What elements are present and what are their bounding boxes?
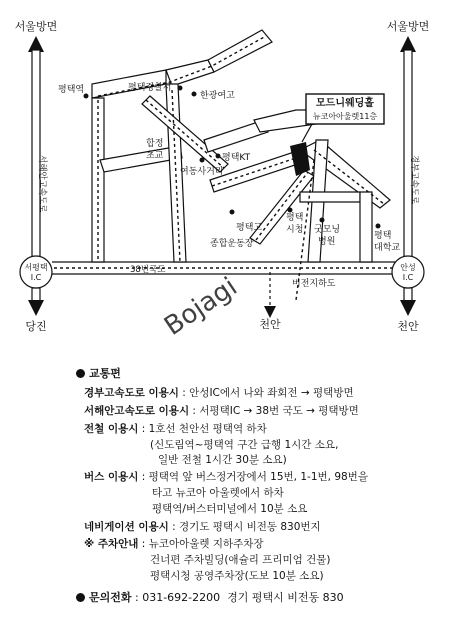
svg-text:평택고: 평택고 (236, 223, 263, 233)
row-text: 안성IC에서 나와 좌회전 → 평택방면 (189, 387, 354, 399)
top-left-direction: 서울방면 (14, 20, 58, 33)
svg-text:합정: 합정 (146, 139, 164, 149)
svg-text:비전지하도: 비전지하도 (292, 279, 336, 289)
bottom-right-direction: 천안 (397, 320, 419, 333)
top-right-direction: 서울방면 (386, 20, 430, 33)
venue-sub: 뉴코아아울렛11층 (312, 112, 378, 121)
svg-text:평택경찰서: 평택경찰서 (128, 83, 172, 93)
bus-label: 버스 이용시 (84, 471, 139, 483)
svg-text:굿모닝: 굿모닝 (314, 225, 341, 235)
svg-text:시청: 시청 (286, 225, 304, 235)
bottom-center-direction: 천안 (259, 318, 281, 331)
svg-text:평택역: 평택역 (58, 85, 85, 95)
svg-text:여동사거리: 여동사거리 (180, 167, 224, 177)
bus-line-2: 타고 뉴코아 아울렛에서 하차 (152, 487, 284, 499)
parking-1: 뉴코아아울렛 지하주차장 (148, 538, 264, 550)
svg-text:평택: 평택 (286, 213, 304, 223)
svg-text:대학교: 대학교 (374, 243, 401, 253)
svg-text:종합운동장: 종합운동장 (210, 239, 254, 249)
nav-text: 경기도 평택시 비전동 830번지 (179, 521, 321, 533)
nav-label: 네비게이션 이용시 (84, 521, 169, 533)
svg-text:초교: 초교 (146, 151, 164, 161)
row-label: 서해안고속도로 이용시 (84, 405, 190, 417)
bus-line-3: 평택역/버스터미널에서 10분 소요 (152, 503, 308, 515)
left-highway-label: 서해안고속도로 (37, 155, 47, 213)
svg-text:평택KT: 평택KT (222, 153, 251, 163)
contact-address: 경기 평택시 비전동 830 (227, 591, 344, 604)
watermark: Bojagi (159, 271, 243, 342)
row-label: 전철 이용시 (84, 423, 139, 435)
venue-name: 모드니웨딩홀 (316, 98, 374, 109)
right-ic (392, 256, 424, 288)
svg-text:서평택: 서평택 (24, 263, 48, 272)
right-highway-label: 경부고속도로 (409, 155, 419, 205)
svg-text:안성: 안성 (400, 263, 416, 272)
bottom-left-direction: 당진 (25, 320, 47, 333)
parking-2: 건너편 주차빌딩(애슐리 프리미엄 건물) (150, 554, 331, 566)
parking-3: 평택시청 공영주차장(도보 10분 소요) (150, 570, 324, 582)
row-label: 경부고속도로 이용시 (84, 387, 179, 399)
svg-text:I.C: I.C (402, 273, 414, 282)
svg-text:병원: 병원 (318, 237, 336, 247)
bullet-icon (76, 369, 85, 378)
svg-text:한광여고: 한광여고 (200, 91, 235, 101)
road-38-label: 38번국도 (130, 265, 166, 275)
svg-text:평택: 평택 (374, 231, 392, 241)
south-arrow-icon (264, 306, 276, 318)
left-ic (20, 256, 52, 288)
info-section: 교통편 경부고속도로 이용시 : 안성IC에서 나와 좌회전 → 평택방면 서해안고속도로 이용시 : 서평택IC → 38번 국도 → 평택방면 전철 이용시 : 1호선 천안선 평택역 하차 (신도림역~평택역 구간 급행 1시간 소요, 일반 전철 1시간 30분 소요) 버스 이용시 : 평택역 앞 버스정거장에서 15번, 1-1번, 98번을 타고 뉴코아 아울렛에서 하차 평택역/버스터미널에서 10분 소요 네비게이션 이용시 : 경기도 평택시 비전동 830번지 ※ 주차안내 : 뉴코아아울렛 지하주차장 건너편 주차빌딩(애슐리 프리미엄 건물) 평택시청 공영주차장(도보 10분 소요) 문의전화 : 031-692-2200 경기 평택시 비전동 830 (0, 360, 458, 618)
contact-phone: 031-692-2200 (142, 591, 221, 604)
rail-note-1: (신도림역~평택역 구간 급행 1시간 소요, (150, 439, 339, 451)
bullet-icon (76, 593, 85, 602)
bus-line-1: 평택역 앞 버스정거장에서 15번, 1-1번, 98번을 (148, 471, 368, 483)
parking-label: ※ 주차안내 (84, 538, 139, 550)
svg-text:I.C: I.C (30, 273, 42, 282)
section-traffic: 교통편 (89, 367, 121, 380)
rail-note-2: 일반 전철 1시간 30분 소요) (158, 454, 287, 466)
contact-label: 문의전화 (89, 591, 132, 604)
row-text: 1호선 천안선 평택역 하차 (148, 423, 267, 435)
row-text: 서평택IC → 38번 국도 → 평택방면 (199, 405, 359, 417)
